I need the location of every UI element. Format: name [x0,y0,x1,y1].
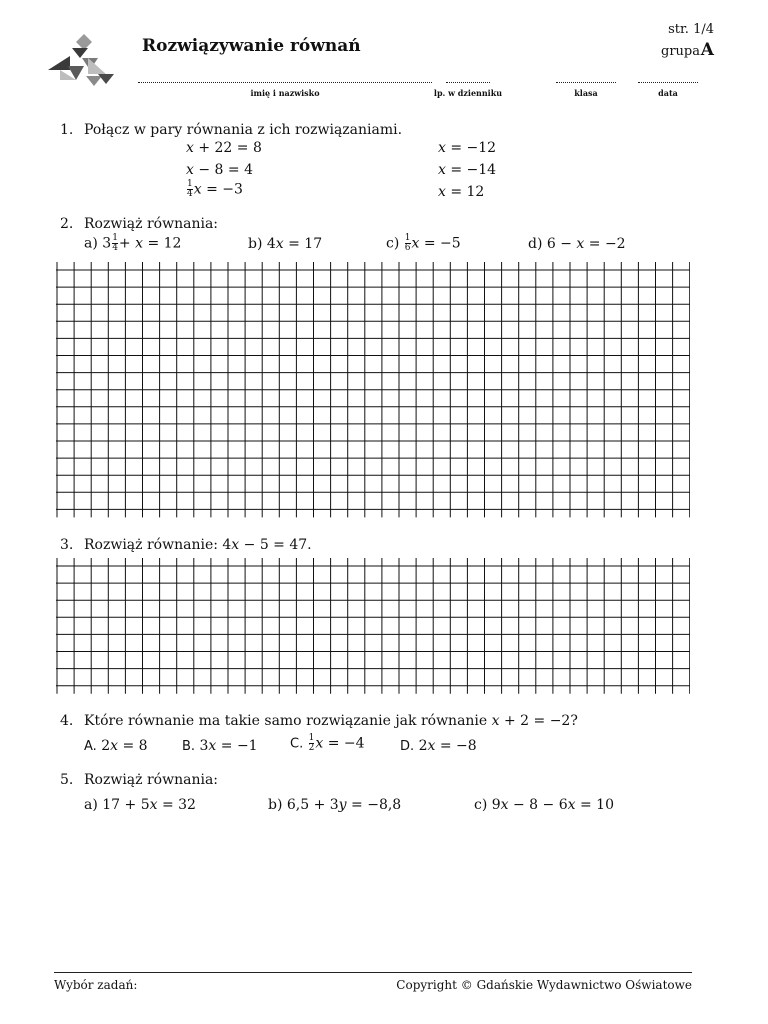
publisher-logo [48,32,114,90]
task-4-option-b[interactable]: B. 3𝑥 = −1 [182,738,258,754]
task-4-option-c[interactable]: C. $\frac{1}{2}$ 𝑥 = −4 [290,733,365,753]
task-1-number: 1. [60,122,74,138]
task-3-number: 3. [60,537,74,553]
task-1-solution: 𝑥 = −14 [438,162,497,178]
answer-grid[interactable] [56,558,690,696]
task-4-prompt: Które równanie ma takie samo rozwiązanie jak równanie 𝑥 + 2 = −2? [84,713,578,729]
fraction: $\frac{1}{6}$ [404,233,411,253]
task-5-number: 5. [60,772,74,788]
answer-grid[interactable] [56,262,690,520]
task-5-item-b: b) 6,5 + 3𝑦 = −8,8 [268,797,402,813]
task-3-prompt: Rozwiąż równanie: 4𝑥 − 5 = 47. [84,537,312,553]
footer-task-selection: Wybór zadań: [54,978,138,992]
task-1-equation: 𝑥 − 8 = 4 [186,162,253,178]
group-label: grupa [661,44,700,59]
task-2-item-d: d) 6 − 𝑥 = −2 [528,236,626,252]
footer-copyright: Copyright © Gdańskie Wydawnictwo Oświatowe [396,978,692,992]
task-2-item-c: c) $\frac{1}{6}$ 𝑥 = −5 [386,233,461,253]
date-field[interactable] [638,82,698,83]
task-4-option-d[interactable]: D. 2𝑥 = −8 [400,738,477,754]
fraction: $\frac{1}{2}$ [308,733,315,753]
fraction: $\frac{1}{4}$ [187,179,193,199]
task-5-item-a: a) 17 + 5𝑥 = 32 [84,797,196,813]
group-letter: A [700,40,714,60]
task-1-prompt: Połącz w pary równania z ich rozwiązaniami. [84,122,403,138]
class-field[interactable] [556,82,616,83]
footer-divider [54,972,692,973]
task-1-solution: 𝑥 = −12 [438,140,497,156]
task-2-number: 2. [60,216,74,232]
page-number: str. 1/4 [668,22,714,37]
task-5-prompt: Rozwiąż równania: [84,772,219,788]
task-1-equation: $\frac{1}{4}$ 𝑥 = −3 [187,179,243,199]
name-field[interactable] [138,82,432,83]
class-number-field[interactable] [446,82,490,83]
worksheet-title: Rozwiązywanie równań [142,36,361,56]
name-field-label: imię i nazwisko [250,88,320,98]
fraction: $\frac{1}{4}$ [112,233,118,253]
class-field-label: klasa [574,88,598,98]
task-2-item-a: a) 3 $\frac{1}{4}$ + 𝑥 = 12 [84,233,182,253]
task-1-solution: 𝑥 = 12 [438,184,485,200]
task-4-number: 4. [60,713,74,729]
task-1-equation: 𝑥 + 22 = 8 [186,140,262,156]
class-number-field-label: lp. w dzienniku [433,88,503,98]
date-field-label: data [658,88,678,98]
task-4-option-a[interactable]: A. 2𝑥 = 8 [84,738,148,754]
task-2-item-b: b) 4𝑥 = 17 [248,236,323,252]
task-5-item-c: c) 9𝑥 − 8 − 6𝑥 = 10 [474,797,614,813]
task-2-prompt: Rozwiąż równania: [84,216,219,232]
